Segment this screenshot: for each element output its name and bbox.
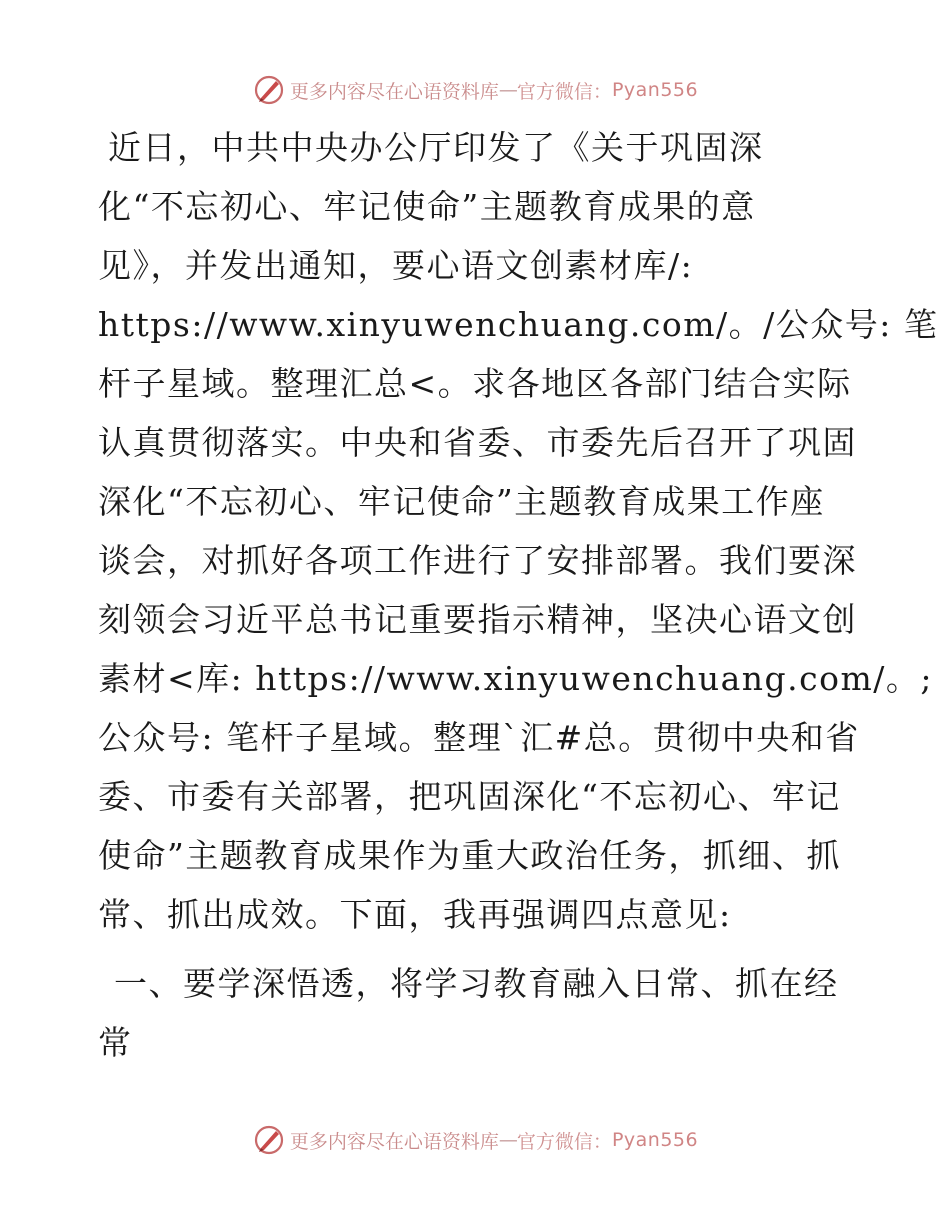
- body-line: 近日，中共中央办公厅印发了《关于巩固深: [108, 128, 764, 167]
- header-separator: —: [498, 79, 517, 101]
- quill-logo-icon: [252, 1123, 286, 1157]
- body-line: 见》，并发出通知，要心语文创素材库/:: [98, 246, 694, 285]
- body-line: 素材<库: https://www.xinyuwenchuang.com/。;: [98, 659, 934, 698]
- body-line: 谈会，对抓好各项工作进行了安排部署。我们要深: [98, 541, 857, 580]
- header-brand-text: 更多内容尽在心语资料库: [289, 80, 499, 103]
- header-watermark: [0, 70, 950, 110]
- quill-logo-icon: [252, 73, 286, 107]
- body-line: 使命”主题教育成果作为重大政治任务，抓细、抓: [98, 836, 841, 875]
- body-line: 深化“不忘初心、牢记使命”主题教育成果工作座: [98, 482, 825, 521]
- footer-wechat-id: Pyan556: [611, 1129, 699, 1151]
- footer-watermark: [0, 1120, 950, 1160]
- footer-brand-text: 更多内容尽在心语资料库: [289, 1130, 499, 1153]
- section-heading-continued: 常: [98, 1023, 133, 1062]
- body-line: 公众号: 笔杆子星域。整理`汇#总。贯彻中央和省: [98, 718, 860, 757]
- body-line: 委、市委有关部署，把巩固深化“不忘初心、牢记: [98, 777, 841, 816]
- body-line: 常、抓出成效。下面，我再强调四点意见:: [98, 895, 732, 934]
- body-line: https://www.xinyuwenchuang.com/。/公众号: 笔: [98, 305, 939, 344]
- document-body: [98, 118, 939, 1072]
- section-heading: 一、要学深悟透，将学习教育融入日常、抓在经: [114, 964, 839, 1003]
- footer-separator: —: [498, 1129, 517, 1151]
- body-line: 化“不忘初心、牢记使命”主题教育成果的意: [98, 187, 756, 226]
- body-line: 认真贯彻落实。中央和省委、市委先后召开了巩固: [98, 423, 857, 462]
- header-contact-label: 官方微信：: [516, 80, 612, 103]
- body-line: 刻领会习近平总书记重要指示精神，坚决心语文创: [98, 600, 857, 639]
- footer-contact-label: 官方微信：: [516, 1130, 612, 1153]
- header-wechat-id: Pyan556: [611, 79, 699, 101]
- body-line: 杆子星域。整理汇总<。求各地区各部门结合实际: [98, 364, 852, 403]
